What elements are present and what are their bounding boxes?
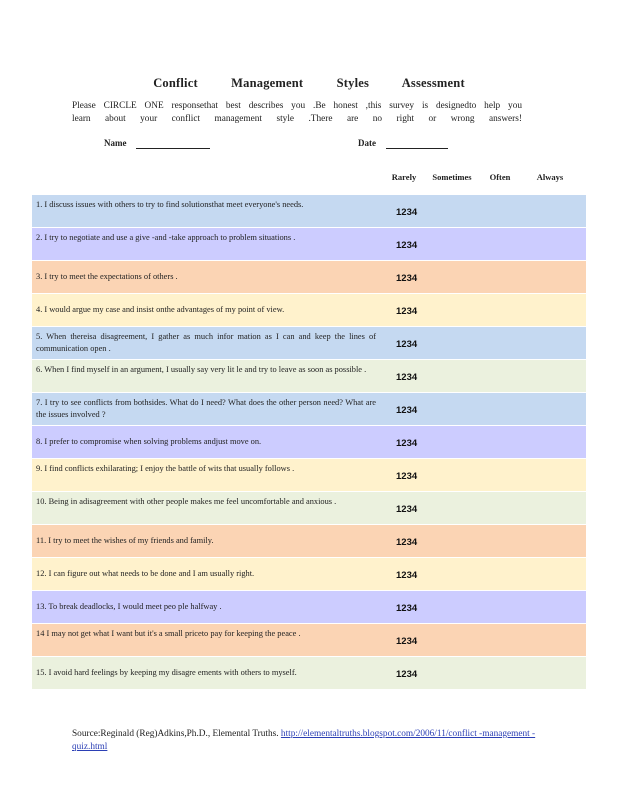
table-row bbox=[32, 656, 586, 689]
rating-scale[interactable]: 1234 bbox=[396, 471, 418, 482]
table-row bbox=[32, 425, 586, 458]
question-text: 8. I prefer to compromise when solving problems andjust move on. bbox=[36, 437, 262, 446]
table-row bbox=[32, 557, 586, 590]
question-text: 12. I can figure out what needs to be done and I am usually right. bbox=[36, 569, 255, 578]
table-row bbox=[32, 524, 586, 557]
source-citation bbox=[72, 728, 542, 754]
rating-scale[interactable]: 1234 bbox=[396, 405, 418, 416]
column-header-always: Always bbox=[536, 172, 564, 182]
table-row bbox=[32, 458, 586, 491]
date-field-line[interactable] bbox=[386, 148, 448, 149]
page-title: Conflict Management Styles Assessment bbox=[153, 76, 465, 90]
rating-scale[interactable]: 1234 bbox=[396, 240, 418, 251]
question-text: 2. I try to negotiate and use a give -and -take approach to problem situations . bbox=[36, 233, 296, 242]
question-text: 1. I discuss issues with others to try to find solutionsthat meet everyone's needs. bbox=[36, 200, 304, 209]
rating-scale[interactable]: 1234 bbox=[396, 537, 418, 548]
question-text: 14 I may not get what I want but it's a small priceto pay for keeping the peace . bbox=[36, 629, 301, 638]
rating-scale[interactable]: 1234 bbox=[396, 438, 418, 449]
column-header-sometimes: Sometimes bbox=[432, 172, 472, 182]
question-text: 13. To break deadlocks, I would meet peo ple halfway . bbox=[36, 602, 222, 611]
table-row bbox=[32, 227, 586, 260]
question-text: 5. When thereisa disagreement, I gather as much infor mation as I can and keep the lines of communication open . bbox=[36, 332, 376, 353]
question-text: 11. I try to meet the wishes of my friends and family. bbox=[36, 536, 214, 545]
table-row bbox=[32, 623, 586, 656]
question-text: 15. I avoid hard feelings by keeping my disagre ements with others to myself. bbox=[36, 668, 297, 677]
question-text: 6. When I find myself in an argument, I usually say very lit le and try to leave as soon as possible . bbox=[36, 365, 367, 374]
column-header-rarely: Rarely bbox=[391, 172, 417, 182]
rating-scale[interactable]: 1234 bbox=[396, 339, 418, 350]
table-row bbox=[32, 491, 586, 524]
instructions-line-2: learn about your conflict management style .There are no right or wrong answers! bbox=[72, 114, 522, 124]
question-text: 7. I try to see conflicts from bothsides. What do I need? What does the other person need? What are the issues involved ? bbox=[36, 398, 376, 419]
source-link[interactable]: http://elementaltruths.blogspot.com/2006/11/conflict -management -quiz.html bbox=[72, 729, 536, 752]
table-row bbox=[32, 260, 586, 293]
table-row bbox=[32, 590, 586, 623]
table-row bbox=[32, 392, 586, 425]
source-prefix: Source:Reginald (Reg)Adkins,Ph.D., Elemental Truths. bbox=[72, 729, 279, 739]
question-text: 10. Being in adisagreement with other people makes me feel uncomfortable and anxious . bbox=[36, 497, 337, 506]
rating-scale[interactable]: 1234 bbox=[396, 306, 418, 317]
rating-scale[interactable]: 1234 bbox=[396, 570, 418, 581]
date-label: Date bbox=[358, 138, 376, 148]
instructions-line-1: Please CIRCLE ONE responsethat best describes you .Be honest ,this survey is designedto help you bbox=[72, 101, 522, 111]
column-header-often: Often bbox=[489, 172, 511, 182]
rating-scale[interactable]: 1234 bbox=[396, 207, 418, 218]
rating-scale[interactable]: 1234 bbox=[396, 603, 418, 614]
name-label: Name bbox=[104, 138, 127, 148]
table-row bbox=[32, 326, 586, 359]
table-row bbox=[32, 359, 586, 392]
rating-scale[interactable]: 1234 bbox=[396, 372, 418, 383]
instructions bbox=[72, 100, 522, 126]
table-row bbox=[32, 293, 586, 326]
rating-scale[interactable]: 1234 bbox=[396, 636, 418, 647]
question-text: 3. I try to meet the expectations of others . bbox=[36, 272, 178, 281]
table-row bbox=[32, 194, 586, 227]
survey-table bbox=[32, 194, 586, 689]
question-text: 9. I find conflicts exhilarating; I enjoy the battle of wits that usually follows . bbox=[36, 464, 295, 473]
rating-scale[interactable]: 1234 bbox=[396, 504, 418, 515]
rating-scale[interactable]: 1234 bbox=[396, 669, 418, 680]
rating-scale[interactable]: 1234 bbox=[396, 273, 418, 284]
name-field-line[interactable] bbox=[136, 148, 210, 149]
question-text: 4. I would argue my case and insist onthe advantages of my point of view. bbox=[36, 305, 285, 314]
